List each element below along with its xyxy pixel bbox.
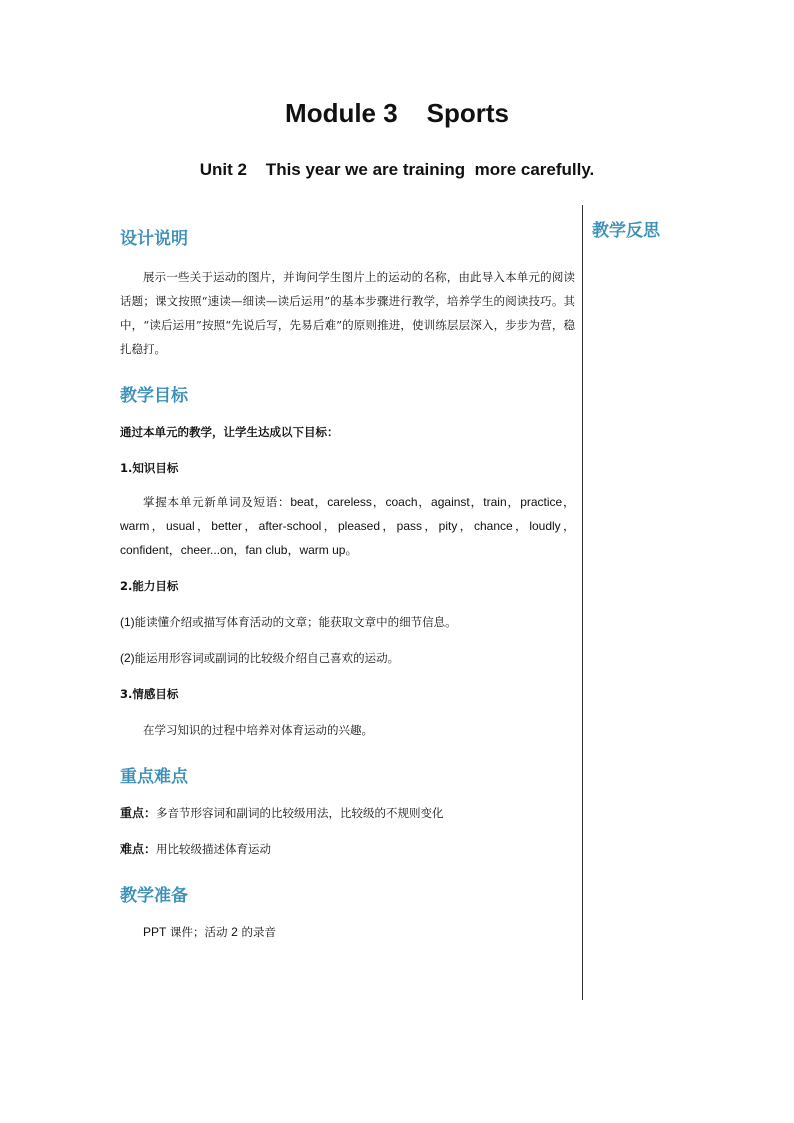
design-paragraph: 展示一些关于运动的图片，并询问学生图片上的运动的名称，由此导入本单元的阅读话题；课文按照“速读—细读—读后运用”的基本步骤进行教学，培养学生的阅读技巧。其中，“读后运用”按照“先说后写，先易后难”的原则推进，使训练层层深入，步步为营，稳扎稳打。 bbox=[120, 270, 575, 356]
ability-item-1-number: (1) bbox=[120, 615, 135, 629]
keypoints-heading: 重点难点 bbox=[120, 767, 188, 787]
page-title: Module 3 Sports bbox=[285, 98, 509, 128]
emotion-text: 在学习知识的过程中培养对体育运动的兴趣。 bbox=[143, 723, 373, 737]
design-heading: 设计说明 bbox=[120, 229, 188, 249]
key-point-text: 多音节形容词和副词的比较级用法，比较级的不规则变化 bbox=[156, 806, 444, 820]
difficult-point-text: 用比较级描述体育运动 bbox=[156, 842, 272, 856]
knowledge-words: beat，careless，coach，against，train，practice，warm，usual，better，after-school，pleased，pass，pity，chance，loudly，confident，cheer...on，fan club，warm up。 bbox=[120, 495, 575, 557]
ability-item-2-text: 能运用形容词或副词的比较级介绍自己喜欢的运动。 bbox=[134, 651, 400, 665]
page-subtitle: Unit 2 This year we are training more carefully. bbox=[199, 160, 595, 179]
difficult-point-label: 难点： bbox=[120, 842, 157, 856]
ability-item-1-text: 能读懂介绍或描写体育活动的文章；能获取文章中的细节信息。 bbox=[134, 615, 457, 629]
knowledge-lead: 掌握本单元新单词及短语： bbox=[143, 495, 291, 509]
difficult-point bbox=[120, 837, 575, 861]
main-column bbox=[120, 224, 575, 944]
knowledge-paragraph bbox=[120, 490, 575, 562]
ability-item-1 bbox=[120, 610, 575, 634]
key-point-label: 重点： bbox=[120, 806, 157, 820]
prep-text-b: 的录音 bbox=[237, 925, 276, 939]
goals-heading: 教学目标 bbox=[120, 386, 188, 406]
prep-number: 2 bbox=[231, 925, 238, 939]
ability-item-2-number: (2) bbox=[120, 651, 135, 665]
reflection-heading: 教学反思 bbox=[592, 221, 660, 241]
goals-intro: 通过本单元的教学，让学生达成以下目标： bbox=[120, 425, 339, 439]
emotion-title: 3.情感目标 bbox=[120, 687, 179, 701]
prep-heading: 教学准备 bbox=[120, 886, 188, 906]
ability-title: 2.能力目标 bbox=[120, 579, 179, 593]
prep-ppt: PPT bbox=[143, 925, 167, 939]
knowledge-title: 1.知识目标 bbox=[120, 461, 179, 475]
prep-text bbox=[120, 920, 575, 944]
column-divider bbox=[582, 205, 583, 1000]
ability-item-2 bbox=[120, 646, 575, 670]
key-point bbox=[120, 801, 575, 825]
prep-text-a: 课件；活动 bbox=[166, 925, 232, 939]
